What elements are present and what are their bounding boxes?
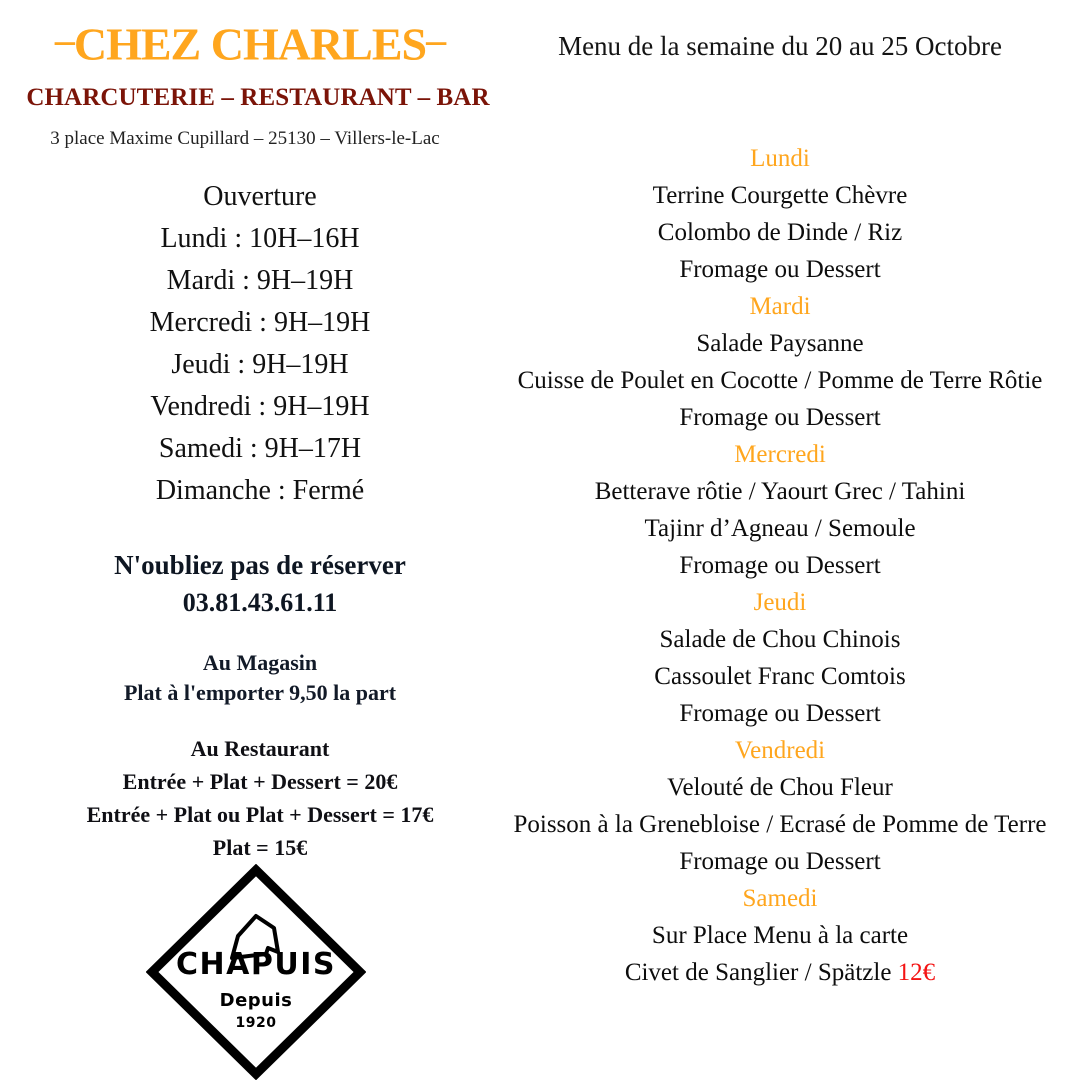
opening-hours-heading: Ouverture <box>203 181 317 212</box>
brand-title <box>0 17 500 70</box>
menu-item-mardi-starter: Salade Paysanne <box>696 330 864 357</box>
menu-item-lundi-main: Colombo de Dinde / Riz <box>657 219 903 246</box>
menu-item-mardi-main: Cuisse de Poulet en Cocotte / Pomme de Terre Rôtie <box>517 367 1043 394</box>
hours-row-samedi: Samedi : 9H–17H <box>158 433 362 464</box>
brand-name: CHEZ CHARLES <box>73 18 427 70</box>
page-header <box>0 0 1080 160</box>
menu-item-mercredi-starter: Betterave rôtie / Yaourt Grec / Tahini <box>594 478 966 505</box>
shop-pricing-block <box>0 648 520 708</box>
brand-address: 3 place Maxime Cupillard – 25130 – Villers-le-Lac <box>50 128 440 149</box>
menu-item-samedi-carte: Sur Place Menu à la carte <box>651 922 909 949</box>
hours-row-vendredi: Vendredi : 9H–19H <box>150 391 370 422</box>
logo-name: CHAPUIS <box>176 947 336 982</box>
menu-item-samedi-special <box>500 954 1060 991</box>
menu-item-vendredi-dessert: Fromage ou Dessert <box>679 848 881 875</box>
hours-row-mardi: Mardi : 9H–19H <box>166 265 354 296</box>
reservation-phone-number[interactable]: 03.81.43.61.11 <box>182 588 338 617</box>
menu-item-samedi-special-label: Civet de Sanglier / Spätzle <box>624 959 898 986</box>
reservation-block <box>0 546 520 622</box>
logo-since-label: Depuis <box>219 990 293 1011</box>
menu-day-heading-vendredi: Vendredi <box>734 737 826 764</box>
menu-item-mardi-dessert: Fromage ou Dessert <box>679 404 881 431</box>
menu-item-lundi-dessert: Fromage ou Dessert <box>679 256 881 283</box>
hours-row-jeudi: Jeudi : 9H–19H <box>171 349 349 380</box>
info-column <box>0 176 520 864</box>
brand-dash-left: – <box>54 17 74 62</box>
logo-since-year: 1920 <box>235 1015 277 1031</box>
restaurant-price-formule-complete: Entrée + Plat + Dessert = 20€ <box>122 769 398 794</box>
menu-item-jeudi-starter: Salade de Chou Chinois <box>659 626 901 653</box>
chapuis-logo <box>146 864 366 1080</box>
hours-row-mercredi: Mercredi : 9H–19H <box>149 307 371 338</box>
menu-day-heading-lundi: Lundi <box>750 145 810 172</box>
menu-item-vendredi-main: Poisson à la Grenebloise / Ecrasé de Pomme de Terre <box>513 811 1047 838</box>
menu-item-vendredi-starter: Velouté de Chou Fleur <box>667 774 893 801</box>
restaurant-price-plat-seul: Plat = 15€ <box>212 835 308 860</box>
menu-day-heading-jeudi: Jeudi <box>753 589 807 616</box>
menu-item-mercredi-main: Tajinr d’Agneau / Semoule <box>644 515 916 542</box>
menu-item-mercredi-dessert: Fromage ou Dessert <box>679 552 881 579</box>
menu-item-samedi-special-price: 12€ <box>897 959 936 986</box>
menu-item-jeudi-dessert: Fromage ou Dessert <box>679 700 881 727</box>
restaurant-heading: Au Restaurant <box>190 736 330 761</box>
hours-row-lundi: Lundi : 10H–16H <box>160 223 360 254</box>
weekly-menu-column <box>500 140 1060 991</box>
restaurant-price-formule-duo: Entrée + Plat ou Plat + Dessert = 17€ <box>86 802 434 827</box>
restaurant-pricing-block <box>0 732 520 864</box>
opening-hours-block <box>0 176 520 512</box>
shop-heading: Au Magasin <box>202 650 318 675</box>
reservation-call-to-action: N'oubliez pas de réserver <box>114 550 406 580</box>
menu-item-jeudi-main: Cassoulet Franc Comtois <box>654 663 906 690</box>
menu-week-title: Menu de la semaine du 20 au 25 Octobre <box>558 31 1002 61</box>
hours-row-dimanche: Dimanche : Fermé <box>155 475 365 506</box>
menu-day-heading-mardi: Mardi <box>749 293 811 320</box>
brand-subtitle: CHARCUTERIE – RESTAURANT – BAR <box>26 84 490 111</box>
menu-day-heading-samedi: Samedi <box>742 885 818 912</box>
menu-item-lundi-starter: Terrine Courgette Chèvre <box>652 182 908 209</box>
brand-dash-right: – <box>426 17 446 62</box>
shop-takeaway-price: Plat à l'emporter 9,50 la part <box>123 680 397 705</box>
menu-day-heading-mercredi: Mercredi <box>734 441 826 468</box>
